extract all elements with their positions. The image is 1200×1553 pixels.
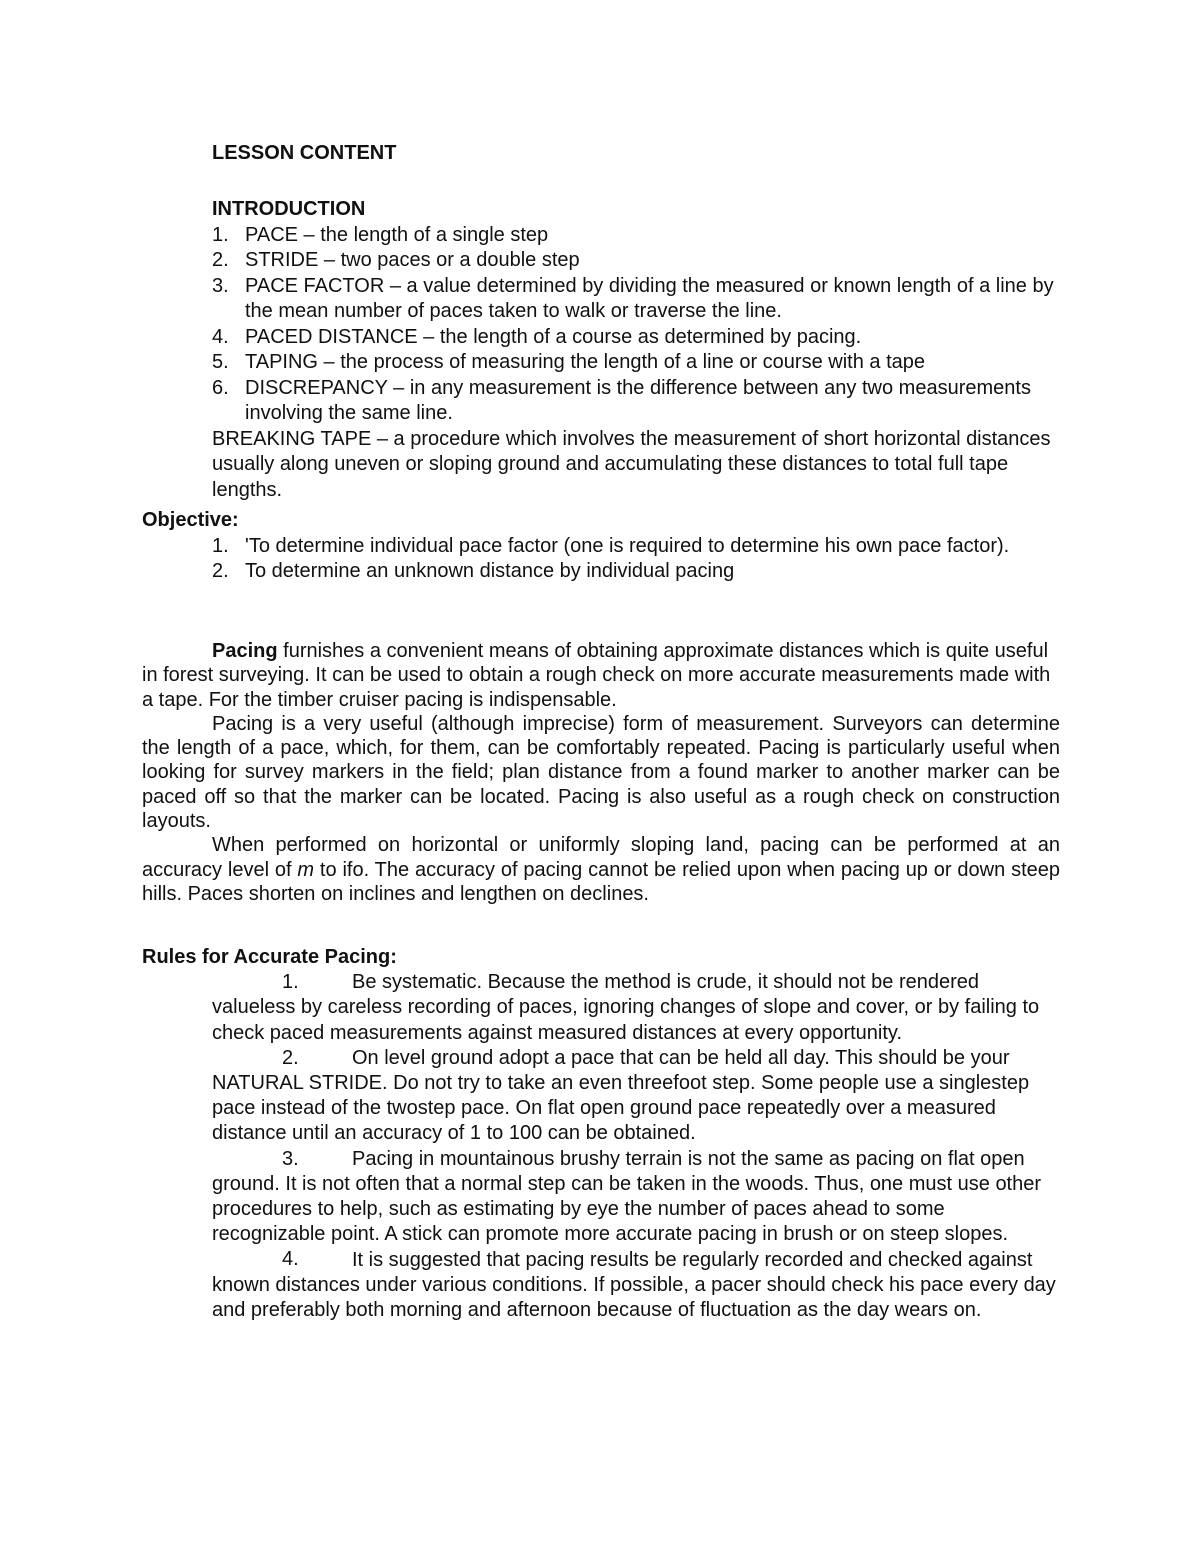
breaking-tape-definition: BREAKING TAPE – a procedure which involves the measurement of short horizontal distances usually along uneven or sloping ground and accumulating these distances to total full tape lengths. — [212, 427, 1051, 501]
objective-list — [142, 534, 1060, 585]
list-item: 5. TAPING – the process of measuring the length of a line or course with a tape — [212, 351, 925, 373]
list-item: 1. PACE – the length of a single step — [212, 223, 549, 246]
pacing-paragraph-1: Pacing furnishes a convenient means of obtaining approximate distances which is quite useful in forest surveying. It can be used to obtain a rough check on more accurate measurements made with a tape. For the timber cruiser pacing is indispensable. — [142, 640, 1051, 711]
rule-item: 4. It is suggested that pacing results be regularly recorded and checked against known distances under various conditions. If possible, a pacer should check his pace every day and preferably both morning and afternoon because of fluctuation as the day wears on. — [212, 1248, 1056, 1321]
list-item: 3. PACE FACTOR – a value determined by dividing the measured or known length of a line by the mean number of paces taken to walk or traverse the line. — [212, 274, 1054, 322]
rules-section — [142, 945, 1060, 1323]
introduction-section — [142, 197, 1060, 503]
rules-title: Rules for Accurate Pacing: — [142, 946, 397, 968]
pacing-lead-word: Pacing — [212, 640, 278, 662]
list-item: 1. 'To determine individual pace factor (one is required to determine his own pace factor). — [212, 534, 1010, 557]
list-item: 2. To determine an unknown distance by individual pacing — [212, 560, 735, 582]
rule-item: 2. On level ground adopt a pace that can be held all day. This should be your NATURAL STRIDE. Do not try to take an even threefoot step. Some people use a singlestep pace instead of the twostep pace. On flat open ground pace repeatedly over a measured distance until an accuracy of 1 to 100 can be obtained. — [212, 1046, 1030, 1145]
lesson-heading: LESSON CONTENT — [212, 142, 397, 164]
pacing-paragraph-2: Pacing is a very useful (although imprecise) form of measurement. Surveyors can determine the length of a pace, which, for them, can be comfortably repeated. Pacing is particularly useful when looking for survey markers in the field; plan distance from a found marker to another marker can be paced off so that the marker can be located. Pacing is also useful as a rough check on construction layouts. — [142, 712, 1060, 833]
list-item: 6. DISCREPANCY – in any measurement is the difference between any two measurements involving the same line. — [212, 376, 1031, 424]
rule-item: 1. Be systematic. Because the method is crude, it should not be rendered valueless by careless recording of paces, ignoring changes of slope and cover, or by failing to check paced measurements against measured distances at every opportunity. — [212, 971, 1040, 1044]
rule-item: 3. Pacing in mountainous brushy terrain is not the same as pacing on flat open ground. It is not often that a normal step can be taken in the woods. Thus, one must use other procedures to help, such as estimating by eye the number of paces ahead to some recognizable point. A stick can promote more accurate pacing in brush or on steep slopes. — [212, 1147, 1042, 1246]
pacing-paragraph-3: When performed on horizontal or uniformly sloping land, pacing can be performed at an accuracy level of m to ifo. The accuracy of pacing cannot be relied upon when pacing up or down steep hills. Paces shorten on inclines and lengthen on declines. — [142, 834, 1061, 905]
list-item: 2. STRIDE – two paces or a double step — [212, 249, 580, 271]
pacing-section — [142, 639, 1060, 906]
list-item: 4. PACED DISTANCE – the length of a course as determined by pacing. — [212, 325, 862, 348]
objective-title: Objective: — [142, 509, 239, 531]
objective-section — [142, 508, 1060, 585]
introduction-list — [142, 223, 1060, 427]
introduction-title: INTRODUCTION — [212, 198, 366, 220]
